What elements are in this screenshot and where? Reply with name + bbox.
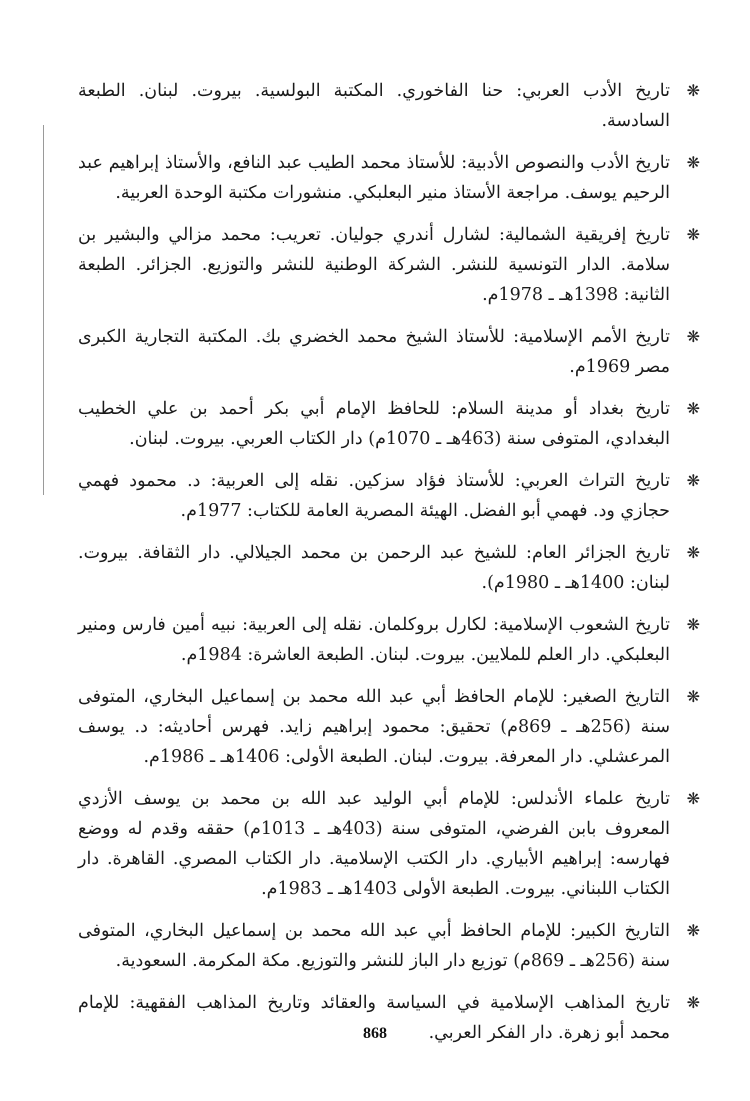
asterisk-bullet-icon: ❋ (686, 921, 700, 940)
entry-text: تاريخ علماء الأندلس: للإمام أبي الوليد عبد الله بن محمد بن يوسف الأزدي المعروف بابن الفرضي، المتوفى سنة (403هـ ـ 1013م) حققه وقدم له ووضع فهارسه: إبراهيم الأبياري. دار الكتب الإسلامية. دار الكتاب المصري. القاهرة. دار الكتاب اللبناني. بيروت. الطبعة الأولى 1403هـ ـ 1983م. (78, 789, 671, 899)
bibliography-entry (78, 322, 700, 382)
bibliography-entry (78, 916, 700, 976)
bibliography-entry (78, 784, 700, 904)
entry-text: تاريخ التراث العربي: للأستاذ فؤاد سزكين. نقله إلى العربية: د. محمود فهمي حجازي ود. فهمي أبو الفضل. الهيئة المصرية العامة للكتاب: 1977م. (78, 471, 670, 521)
entry-text: تاريخ المذاهب الإسلامية في السياسة والعقائد وتاريخ المذاهب الفقهية: للإمام محمد أبو زهرة. دار الفكر العربي. (78, 993, 670, 1043)
asterisk-bullet-icon: ❋ (686, 687, 700, 706)
margin-rule (43, 125, 44, 495)
bibliography-entry (78, 682, 700, 772)
bibliography-entry (78, 466, 700, 526)
asterisk-bullet-icon: ❋ (686, 543, 700, 562)
bibliography-entry (78, 220, 700, 310)
entry-text: تاريخ الشعوب الإسلامية: لكارل بروكلمان. نقله إلى العربية: نبيه أمين فارس ومنير البعلبكي. دار العلم للملايين. بيروت. لبنان. الطبعة العاشرة: 1984م. (78, 615, 670, 665)
asterisk-bullet-icon: ❋ (686, 81, 700, 100)
asterisk-bullet-icon: ❋ (686, 471, 700, 490)
entry-text: تاريخ الأدب العربي: حنا الفاخوري. المكتبة البولسية. بيروت. لبنان. الطبعة السادسة. (78, 81, 670, 131)
asterisk-bullet-icon: ❋ (686, 993, 700, 1012)
entry-text: التاريخ الكبير: للإمام الحافظ أبي عبد الله محمد بن إسماعيل البخاري، المتوفى سنة (256هـ ـ 869م) توزيع دار الباز للنشر والتوزيع. مكة المكرمة. السعودية. (78, 921, 670, 971)
bibliography-entry (78, 394, 700, 454)
entry-text: التاريخ الصغير: للإمام الحافظ أبي عبد الله محمد بن إسماعيل البخاري، المتوفى سنة (256هـ ـ 869م) تحقيق: محمود إبراهيم زايد. فهرس أحاديثه: د. يوسف المرعشلي. دار المعرفة. بيروت. لبنان. الطبعة الأولى: 1406هـ ـ 1986م. (78, 687, 671, 767)
bibliography-list (78, 76, 700, 1060)
asterisk-bullet-icon: ❋ (686, 327, 700, 346)
asterisk-bullet-icon: ❋ (686, 153, 700, 172)
asterisk-bullet-icon: ❋ (686, 399, 700, 418)
asterisk-bullet-icon: ❋ (686, 615, 700, 634)
bibliography-entry (78, 76, 700, 136)
bibliography-entry (78, 148, 700, 208)
bibliography-entry (78, 538, 700, 598)
entry-text: تاريخ الجزائر العام: للشيخ عبد الرحمن بن محمد الجيلالي. دار الثقافة. بيروت. لبنان: 1400هـ ـ 1980م). (78, 543, 670, 593)
entry-text: تاريخ إفريقية الشمالية: لشارل أندري جوليان. تعريب: محمد مزالي والبشير بن سلامة. الدار التونسية للنشر. الشركة الوطنية للنشر والتوزيع. الجزائر. الطبعة الثانية: 1398هـ ـ 1978م. (78, 225, 670, 305)
entry-text: تاريخ بغداد أو مدينة السلام: للحافظ الإمام أبي بكر أحمد بن علي الخطيب البغدادي، المتوفى سنة (463هـ ـ 1070م) دار الكتاب العربي. بيروت. لبنان. (78, 399, 670, 449)
entry-text: تاريخ الأدب والنصوص الأدبية: للأستاذ محمد الطيب عبد النافع، والأستاذ إبراهيم عبد الرحيم يوسف. مراجعة الأستاذ منير البعلبكي. منشورات مكتبة الوحدة العربية. (78, 153, 670, 203)
entry-text: تاريخ الأمم الإسلامية: للأستاذ الشيخ محمد الخضري بك. المكتبة التجارية الكبرى مصر 1969م. (78, 327, 670, 377)
asterisk-bullet-icon: ❋ (686, 225, 700, 244)
page-number: 868 (363, 1025, 387, 1042)
bibliography-entry (78, 610, 700, 670)
asterisk-bullet-icon: ❋ (686, 789, 700, 808)
